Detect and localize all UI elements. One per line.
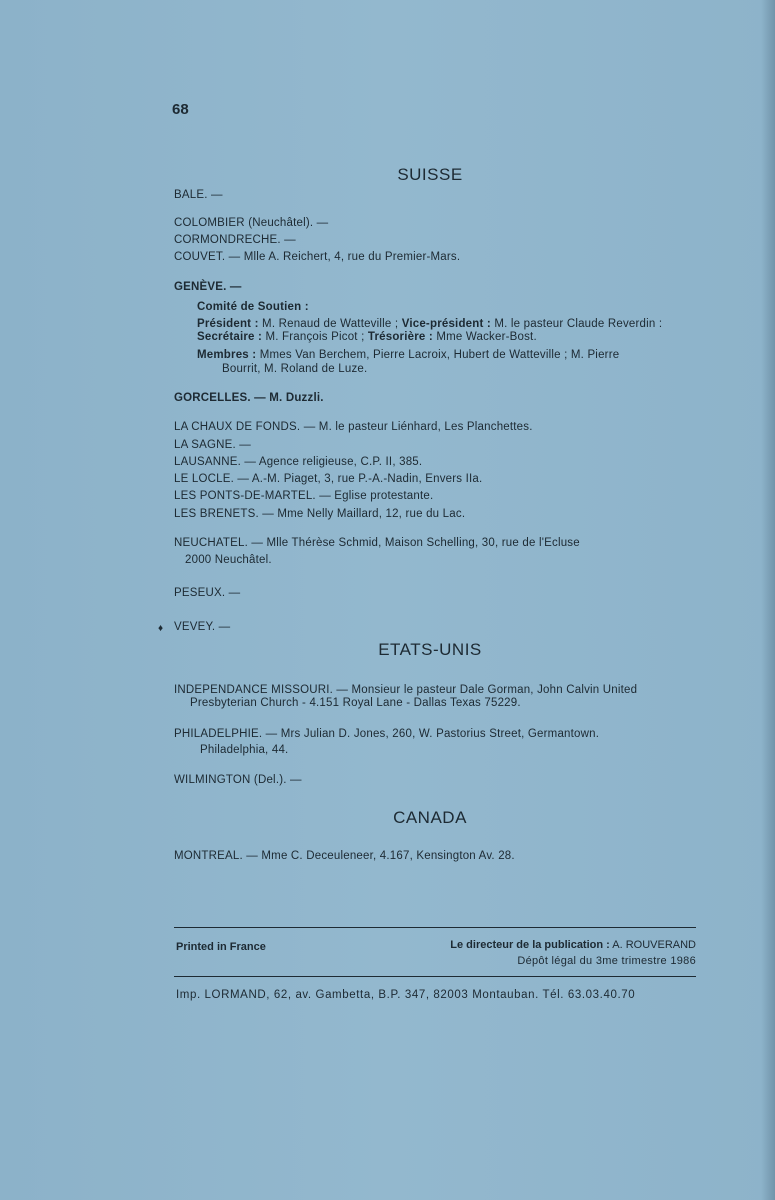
entry-philadelphie-cont: Philadelphia, 44.: [200, 744, 289, 756]
entry-couvet: COUVET. — Mlle A. Reichert, 4, rue du Premier-Mars.: [174, 251, 461, 263]
entry-sagne: LA SAGNE. —: [174, 439, 251, 451]
entry-neuchatel: NEUCHATEL. — Mlle Thérèse Schmid, Maison Schelling, 30, rue de l'Ecluse: [174, 537, 580, 549]
section-title-etats-unis: ETATS-UNIS: [378, 640, 482, 659]
entry-geneve: GENÈVE. —: [174, 281, 242, 293]
entry-colombier: COLOMBIER (Neuchâtel). —: [174, 217, 329, 229]
secretaire-label: Secrétaire :: [197, 331, 263, 343]
page-edge-shadow: [761, 0, 775, 1200]
footer-rule-bottom: [174, 976, 696, 977]
entry-independance-cont: Presbyterian Church - 4.151 Royal Lane - Dallas Texas 75229.: [190, 697, 521, 709]
membres-text: Mmes Van Berchem, Pierre Lacroix, Hubert de Watteville ; M. Pierre: [256, 349, 620, 361]
page-number: 68: [172, 101, 189, 118]
tresoriere-text: Mme Wacker-Bost.: [432, 331, 537, 343]
imprimeur: Imp. LORMAND, 62, av. Gambetta, B.P. 347, 82003 Montauban. Tél. 63.03.40.70: [176, 989, 636, 1001]
directeur-line: [450, 939, 696, 951]
section-title-suisse: SUISSE: [397, 165, 463, 184]
entry-wilmington: WILMINGTON (Del.). —: [174, 774, 302, 786]
tresoriere-label: Trésorière :: [367, 331, 433, 343]
entry-brenets: LES BRENETS. — Mme Nelly Maillard, 12, rue du Lac.: [174, 508, 466, 520]
president-label: Président :: [197, 318, 259, 330]
secretaire-text: M. François Picot ;: [262, 331, 368, 343]
entry-peseux: PESEUX. —: [174, 587, 241, 599]
comite-line-2: [197, 331, 537, 343]
printed-in: Printed in France: [176, 941, 266, 953]
membres-line-1: [197, 349, 619, 361]
entry-montreal: MONTREAL. — Mme C. Deceuleneer, 4.167, Kensington Av. 28.: [174, 850, 515, 862]
comite-heading: Comité de Soutien :: [197, 301, 309, 313]
margin-mark: ♦: [158, 623, 164, 634]
entry-cormondreche: CORMONDRECHE. —: [174, 234, 296, 246]
president-text: M. Renaud de Watteville ;: [258, 318, 402, 330]
entry-vevey: VEVEY. —: [174, 621, 231, 633]
vice-text: M. le pasteur Claude Reverdin :: [490, 318, 663, 330]
vice-label: Vice-président :: [401, 318, 491, 330]
membres-line-2: Bourrit, M. Roland de Luze.: [222, 363, 368, 375]
entry-philadelphie: PHILADELPHIE. — Mrs Julian D. Jones, 260, W. Pastorius Street, Germantown.: [174, 728, 600, 740]
entry-chaux-de-fonds: LA CHAUX DE FONDS. — M. le pasteur Liénhard, Les Planchettes.: [174, 421, 533, 433]
footer-rule-top: [174, 927, 696, 928]
depot-legal: Dépôt légal du 3me trimestre 1986: [517, 955, 696, 967]
section-title-canada: CANADA: [393, 808, 467, 827]
entry-neuchatel-cont: 2000 Neuchâtel.: [185, 554, 272, 566]
entry-locle: LE LOCLE. — A.-M. Piaget, 3, rue P.-A.-Nadin, Envers IIa.: [174, 473, 483, 485]
entry-lausanne: LAUSANNE. — Agence religieuse, C.P. II, 385.: [174, 456, 423, 468]
comite-line-1: [197, 318, 662, 330]
entry-ponts-de-martel: LES PONTS-DE-MARTEL. — Eglise protestante.: [174, 490, 434, 502]
directeur-name: A. ROUVERAND: [609, 939, 696, 951]
entry-gorcelles: GORCELLES. — M. Duzzli.: [174, 392, 324, 404]
directeur-label: Le directeur de la publication :: [450, 939, 610, 951]
membres-label: Membres :: [197, 349, 257, 361]
entry-independance: INDEPENDANCE MISSOURI. — Monsieur le pasteur Dale Gorman, John Calvin United: [174, 684, 638, 696]
entry-bale: BALE. —: [174, 189, 223, 201]
